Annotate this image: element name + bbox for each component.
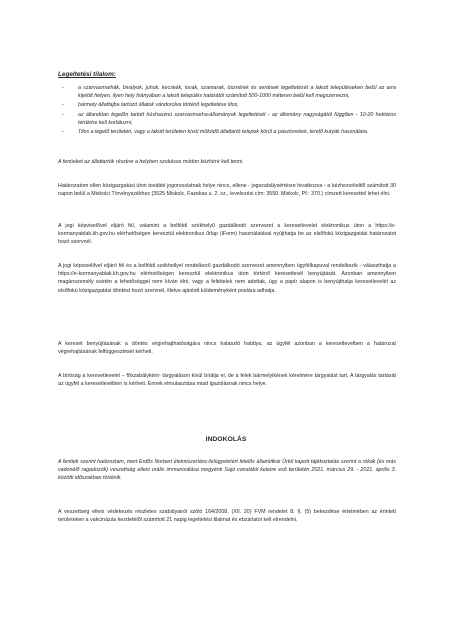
list-item: - a szarvasmarhák, bivalyok, juhok, kecskék, lovak, szamarak, öszvérek és sertések legeltetését a lakott településeken belül az arra kijelölt helyen, ilyen hely hiányában a lakott település határától számított 500-1000 méteren belül kell megszervezni, [62,85,396,100]
list-item: - bármely állatfajba tartozó állatok vándorolva történő legeltetése tilos, [62,102,239,109]
paragraph-suspension: A kereset benyújtásának a döntés végrehajthatóságára nincs halasztó hatálya, az ügyfél azonban a keresetlevelben a határozat végrehajtásának felfüggesztését kérheti. [58,341,396,356]
bullet-dash: - [62,85,64,91]
public-notice: A fentieket az állattartók részére a helyben szokásos módon közhírré kell tenni. [58,159,244,165]
reasoning-heading: INDOKOLÁS [205,436,247,443]
list-item: - az állandóan legelőn tartott húshasznú szarvasmarha-állományok legeltetését - az állomány nagyságától függően - 10-20 hektáros területre kell korlátozni, [62,111,396,126]
bullet-dash: - [62,102,64,109]
bullet-dash: - [62,129,64,136]
paragraph-reasoning-2: A veszettség elleni védekezés részletes szabályairól szóló 164/2008. (XII. 20) FVM rendelet 8. §. (5) bekezdése értelmében az érintett területeken a vakcinázás kezdetétől számított 21 napig legeltetési tilalmat és ebzárlatot kell elrendelni. [58,509,396,524]
restriction-list [58,84,396,137]
paragraph-hearing: A bíróság a keresetlevelet – főszabályként- tárgyaláson kívül bírálja el, de a felek bármelyikének kérelmére tárgyalást tart. A tárgyalás tartását az ügyfél a keresetlevélben is kérheti. Ennek elmulasztása miatt igazolásnak nincs helye. [58,373,396,388]
paragraph-appeal: Határozatom ellen közigazgatási úton további jogorvoslatnak helye nincs, ellene - jogszabálysértésre hivatkozva - a kézhezvételtől számított 30 napon belül a Miskolci Törvényszékhez (3525 Miskolc, Fazekas u. 2. sz., levelezési cím: 3550. Miskolc, Pf.: 370.) címzett keresettel lehet élni. [58,183,396,198]
paragraph-reasoning-1: A fentiek szerint határoztam, mert Erdős Norbert élelmiszerlánc-felügyeletért felelős államtitkár Úrtól kapott tájékoztatás szerint a rókák (és más vadonélő ragadozók) veszettség elleni orális immunizálása megyénk Sajó vonalától keletre eső területén 2021. március 29. - 2021. április 3. közötti időszakban történik. [58,459,396,482]
paragraph-client-gate: A jogi képviselővel eljáró fél és a belföldi székhellyel rendelkező gazdálkodó szervezet amennyiben ügyfélkapuval rendelkezik - választhatja a https://e-kormanyablak.kh.gov.hu elérhetőségen keresztül elektronikus úton történő keresetlevél benyújtását. Azonban amennyiben magánszemély esetén a lehetőséggel nem kíván élni, vagy a feltételek nem adottak, úgy a papír alapon is benyújthatja keresetlevelét az elsőfokú közigazgatási döntést hozó szervnél, illetve ajánlott küldeményként postára adhatja. [58,263,396,294]
section-title: Legeltetési tilalom: [58,71,116,78]
bullet-dash: - [62,111,64,118]
list-item: - Tilos a legelő területén, vagy a lakott területen kívül működő állattartó telepek körül a pásztorebek, terelő kutyák használata. [62,129,369,136]
paragraph-electronic-filing: A jogi képviselővel eljáró fél, valamint a belföldi székhelyű gazdálkodó szervezet a keresetlevelet elektronikus úton a https://e-kormanyablak.kh.gov.hu elérhetőségen keresztül elektronikus űrlap (iForm) használatával nyújthatja be az elsőfokú közigazgatási határozatot hozó szervnél. [58,223,396,246]
